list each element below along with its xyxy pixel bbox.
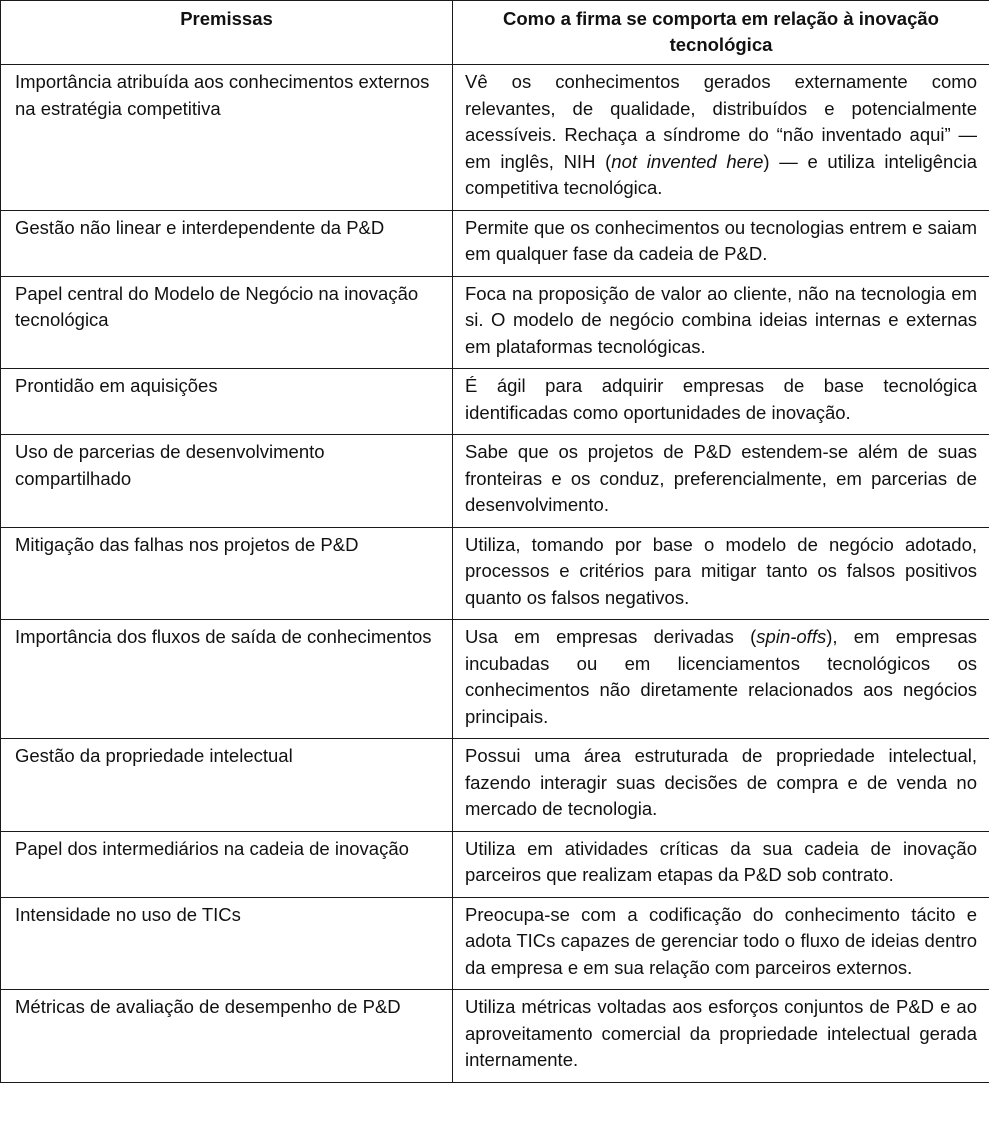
text-segment: ) — e utiliza inteligência competitiva tecnológica.: [465, 150, 977, 198]
table-row: [1, 739, 989, 832]
premissa-cell: Gestão da propriedade intelectual: [1, 739, 453, 832]
text-segment: Possui uma área estruturada de propriedade intelectual, fazendo interagir suas decisões de compra e de venda no mercado de tecnologia.: [465, 745, 977, 819]
table-row: [1, 369, 989, 435]
text-segment: É ágil para adquirir empresas de base tecnológica identificadas como oportunidades de inovação.: [465, 375, 977, 423]
text-segment: Preocupa-se com a codificação do conhecimento tácito e adota TICs capazes de gerenciar todo o fluxo de ideias dentro da empresa e em sua relação com parceiros externos.: [465, 903, 977, 978]
table-body: [1, 65, 989, 1083]
premissa-cell: Gestão não linear e interdependente da P&D: [1, 210, 453, 276]
comportamento-cell: [453, 990, 989, 1083]
premissa-cell: Importância dos fluxos de saída de conhecimentos: [1, 620, 453, 739]
table-row: [1, 276, 989, 369]
table-row: [1, 620, 989, 739]
table-row: [1, 831, 989, 897]
comportamento-cell: [453, 65, 989, 211]
comportamento-cell: [453, 276, 989, 369]
text-segment: Vê os conhecimentos gerados externamente como relevantes, de qualidade, distribuídos e potencialmente acessíveis. Rechaça a síndrome do “não inventado aqui” — em inglês, NIH (: [465, 71, 977, 172]
comportamento-cell: [453, 369, 989, 435]
italic-term: spin-offs: [756, 626, 827, 647]
text-segment: ), em empresas incubadas ou em licenciamentos tecnológicos os conhecimentos não diretamente relacionados aos negócios principais.: [465, 626, 977, 727]
premissa-cell: Mitigação das falhas nos projetos de P&D: [1, 527, 453, 620]
table-header: [1, 1, 989, 65]
comportamento-cell: [453, 831, 989, 897]
table-row: [1, 65, 989, 211]
comportamento-cell: [453, 210, 989, 276]
table-row: [1, 210, 989, 276]
premissa-cell: Papel dos intermediários na cadeia de inovação: [1, 831, 453, 897]
comportamento-cell: [453, 739, 989, 832]
table-row: [1, 990, 989, 1083]
premissa-cell: Importância atribuída aos conhecimentos externos na estratégia competitiva: [1, 65, 453, 211]
premissa-cell: Papel central do Modelo de Negócio na inovação tecnológica: [1, 276, 453, 369]
header-row: [1, 1, 989, 65]
table-row: [1, 897, 989, 990]
premissa-cell: Prontidão em aquisições: [1, 369, 453, 435]
text-segment: Utiliza métricas voltadas aos esforços conjuntos de P&D e ao aproveitamento comercial da propriedade intelectual gerada internamente.: [465, 996, 977, 1070]
comportamento-cell: [453, 527, 989, 620]
text-segment: Usa em empresas derivadas (: [465, 626, 757, 647]
premissa-cell: Intensidade no uso de TICs: [1, 897, 453, 990]
header-comportamento: Como a firma se comporta em relação à inovação tecnológica: [453, 1, 989, 65]
table-row: [1, 527, 989, 620]
comportamento-cell: [453, 620, 989, 739]
text-segment: Utiliza em atividades críticas da sua cadeia de inovação parceiros que realizam etapas da P&D sob contrato.: [465, 837, 977, 885]
text-segment: Utiliza, tomando por base o modelo de negócio adotado, processos e critérios para mitigar tanto os falsos positivos quanto os falsos negativos.: [465, 533, 977, 608]
text-segment: Sabe que os projetos de P&D estendem-se além de suas fronteiras e os conduz, preferencialmente, em parcerias de desenvolvimento.: [465, 441, 977, 515]
comportamento-cell: [453, 897, 989, 990]
header-premissas: Premissas: [1, 1, 453, 65]
table-row: [1, 435, 989, 528]
italic-term: not invented here: [611, 150, 764, 172]
premissa-cell: Métricas de avaliação de desempenho de P&D: [1, 990, 453, 1083]
comportamento-cell: [453, 435, 989, 528]
text-segment: Foca na proposição de valor ao cliente, não na tecnologia em si. O modelo de negócio combina ideias internas e externas em plataformas tecnológicas.: [465, 282, 977, 357]
premissa-cell: Uso de parcerias de desenvolvimento compartilhado: [1, 435, 453, 528]
text-segment: Permite que os conhecimentos ou tecnologias entrem e saiam em qualquer fase da cadeia de P&D.: [465, 216, 977, 264]
